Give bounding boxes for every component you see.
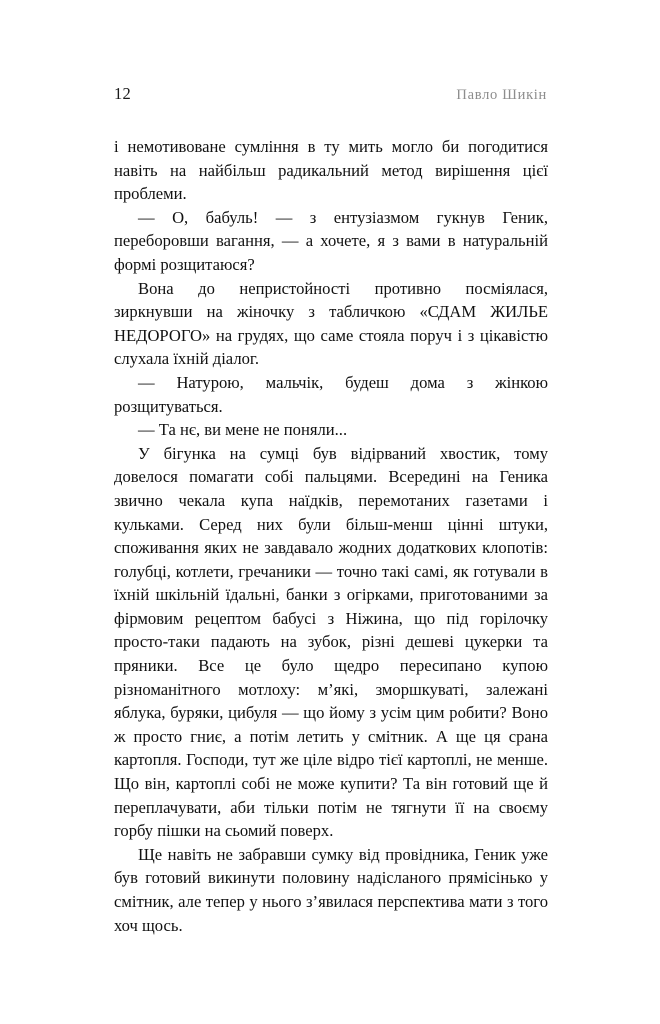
paragraph: Ще навіть не забравши сумку від провідника, Геник уже був готовий викинути половину надісланого прямісінько у смітник, але тепер у нього з’явилася перспектива мати з того хоч щось. [114,844,548,935]
paragraph: У бігунка на сумці був відірваний хвостик, тому довелося помагати собі пальцями. Всередині на Геника звично чекала купа наїдків, перемотаних газетами і кульками. Серед них були більш-менш цінні штуки, споживання яких не завдавало жодних додаткових клопотів: голубці, котлети, гречаники — точно такі самі, як готували в їхній шкільній їдальні, банки з огірками, приготованими за фірмовим рецептом бабусі з Ніжина, що під горілочку просто-таки падають на зубок, різні дешеві цукерки та пряники. Все це було щедро пересипано купою різноманітного мотлоху: м’які, зморшкуваті, залежані яблука, буряки, цибуля — що йому з усім цим робити? Воно ж просто гниє, а потім летить у смітник. А ще ця срана картопля. Господи, тут же ціле відро тієї картоплі, не менше. Що він, картоплі собі не може купити? Та він готовий ще й переплачувати, аби тільки потім не тягнути її на своєму горбу пішки на сьомий поверх. [114,443,548,841]
running-head [114,84,547,106]
paragraph: і немотивоване сумління в ту мить могло би погодитися навіть на найбільш радикальний метод вирішення цієї проблеми. [114,137,548,204]
paragraph: Вона до непристойності противно посміялася, зиркнувши на жіночку з табличкою «СДАМ ЖИЛЬЕ НЕДОРОГО» на грудях, що саме стояла поруч і з цікавістю слухала їхній діалог. [114,278,548,369]
body-text [114,135,548,937]
running-head-author: Павло Шикін [456,87,547,103]
paragraph: — Та нє, ви мене не поняли... [138,420,348,440]
paragraph: — О, бабуль! — з ентузіазмом гукнув Геник, переборовши вагання, — а хочете, я з вами в натуральній формі розщитаюся? [114,207,548,274]
page-number: 12 [114,84,131,103]
paragraph: — Натурою, мальчік, будеш дома з жінкою розщитуваться. [114,372,548,416]
